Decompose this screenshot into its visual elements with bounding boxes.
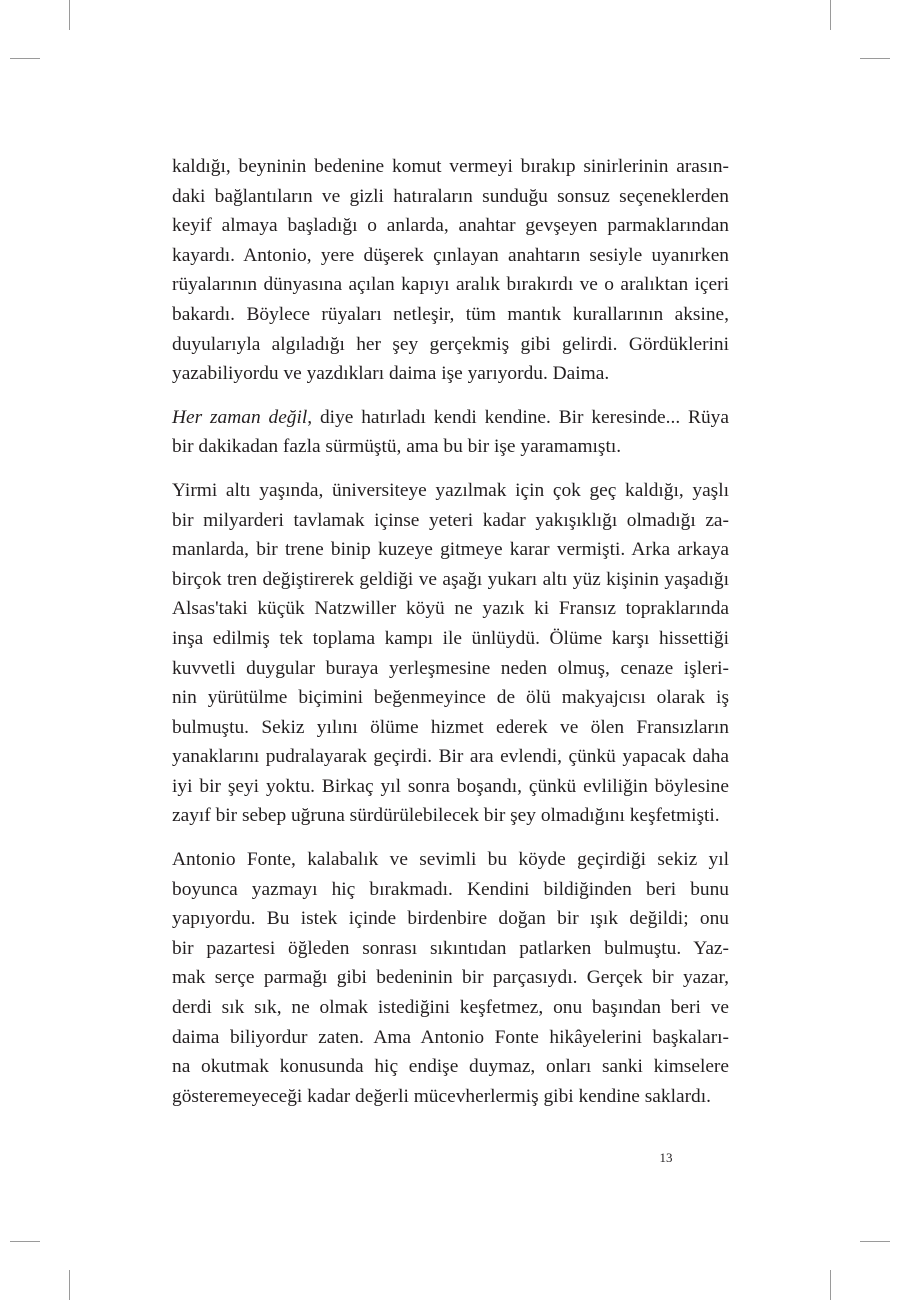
text-line: yazabiliyordu ve yazdıkları daima işe yarıyordu. Daima. (172, 363, 610, 385)
text-line: boyunca yazmayı hiç bırakmadı. Kendini bildiğinden beri bunu (172, 878, 729, 900)
crop-mark-top-left (69, 0, 70, 30)
text-line: bir milyarderi tavlamak içinse yeteri kadar yakışıklığı olmadığı za- (172, 509, 729, 531)
crop-mark-left-top (10, 58, 40, 59)
page-number: 13 (659, 1150, 673, 1165)
text-line: Yirmi altı yaşında, üniversiteye yazılmak için çok geç kaldığı, yaşlı (172, 479, 729, 501)
text-line: yapıyordu. Bu istek içinde birdenbire doğan bir ışık değildi; onu (172, 908, 729, 930)
text-line: derdi sık sık, ne olmak istediğini keşfetmez, onu başından beri ve (172, 997, 729, 1019)
crop-mark-bottom-right (830, 1270, 831, 1300)
paragraph-2 (172, 403, 729, 462)
paragraph-4 (172, 845, 729, 1111)
paragraph-3 (172, 476, 729, 831)
text-line: keyif almaya başladığı o anlarda, anahtar gevşeyen parmaklarından (172, 215, 729, 237)
text-line: daima biliyordur zaten. Ama Antonio Fonte hikâyelerini başkaları- (172, 1026, 729, 1048)
text-line: bir dakikadan fazla sürmüştü, ama bu bir işe yaramamıştı. (172, 436, 622, 458)
text-line: Alsas'taki küçük Natzwiller köyü ne yazık ki Fransız topraklarında (172, 598, 729, 620)
crop-mark-top-right (830, 0, 831, 30)
crop-mark-bottom-left (69, 1270, 70, 1300)
text-line: duyularıyla algıladığı her şey gerçekmiş gibi gelirdi. Gördüklerini (172, 333, 729, 355)
text-line: yanaklarını pudralayarak geçirdi. Bir ara evlendi, çünkü yapacak daha (172, 746, 729, 768)
text-line: gösteremeyeceği kadar değerli mücevherlermiş gibi kendine saklardı. (172, 1085, 711, 1107)
text-line: Antonio Fonte, kalabalık ve sevimli bu köyde geçirdiği sekiz yıl (172, 849, 729, 871)
text-line: kayardı. Antonio, yere düşerek çınlayan anahtarın sesiyle uyanırken (172, 244, 729, 266)
text-line: bakardı. Böylece rüyaları netleşir, tüm mantık kurallarının aksine, (172, 303, 729, 325)
crop-mark-right-bottom (860, 1241, 890, 1242)
text-line: inşa edilmiş tek toplama kampı ile ünlüydü. Ölüme karşı hissettiği (172, 627, 729, 649)
first-line-rest: , diye hatırladı kendi kendine. Bir keresinde... Rüya (307, 406, 729, 428)
text-line: kuvvetli duygular buraya yerleşmesine neden olmuş, cenaze işleri- (172, 657, 729, 679)
text-line: daki bağlantıların ve gizli hatıraların sunduğu sonsuz seçeneklerden (172, 185, 729, 207)
paragraph-1 (172, 152, 729, 389)
italic-lead: Her zaman değil (172, 406, 308, 428)
text-line: na okutmak konusunda hiç endişe duymaz, onları sanki kimselere (172, 1056, 729, 1078)
text-line (172, 403, 729, 433)
text-line: iyi bir şeyi yoktu. Birkaç yıl sonra boşandı, çünkü evliliğin böylesine (172, 775, 729, 797)
text-line: kaldığı, beyninin bedenine komut vermeyi bırakıp sinirlerinin arasın- (172, 156, 729, 177)
text-line: manlarda, bir trene binip kuzeye gitmeye karar vermişti. Arka arkaya (172, 539, 729, 561)
text-line: birçok tren değiştirerek geldiği ve aşağı yukarı altı yüz kişinin yaşadığı (172, 568, 729, 590)
text-line: bulmuştu. Sekiz yılını ölüme hizmet ederek ve ölen Fransızların (172, 716, 729, 738)
text-line: zayıf bir sebep uğruna sürdürülebilecek bir şey olmadığını keşfetmişti. (172, 805, 720, 827)
body-text (172, 152, 729, 1125)
crop-mark-left-bottom (10, 1241, 40, 1242)
text-line: bir pazartesi öğleden sonrası sıkıntıdan patlarken bulmuştu. Yaz- (172, 937, 729, 959)
text-line: rüyalarının dünyasına açılan kapıyı aralık bırakırdı ve o aralıktan içeri (172, 274, 729, 296)
crop-mark-right-top (860, 58, 890, 59)
text-line: mak serçe parmağı gibi bedeninin bir parçasıydı. Gerçek bir yazar, (172, 967, 729, 989)
text-line: nin yürütülme biçimini beğenmeyince de ölü makyajcısı olarak iş (172, 687, 729, 709)
